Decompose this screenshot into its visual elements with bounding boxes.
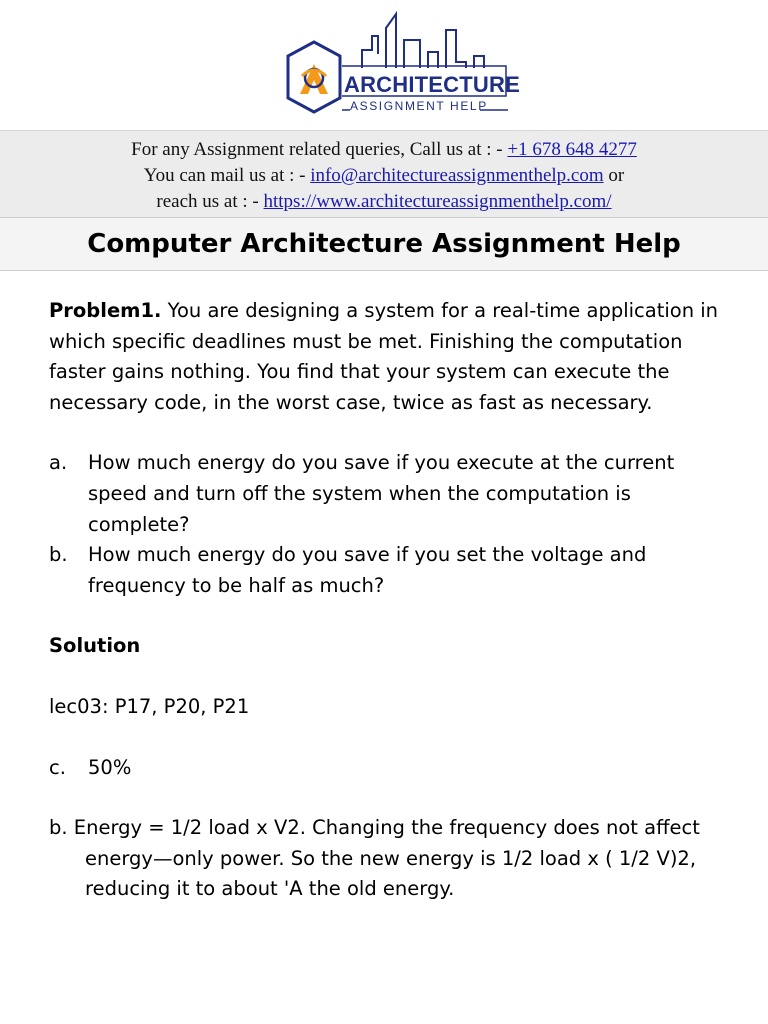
contact-phone-text: For any Assignment related queries, Call us at : - <box>131 139 503 160</box>
page-title: Computer Architecture Assignment Help <box>87 229 681 259</box>
list-item <box>49 753 724 784</box>
answer-marker: c. <box>49 755 66 779</box>
document-body <box>49 296 724 905</box>
brand-logo <box>270 6 520 128</box>
contact-email-suffix: or <box>608 165 625 186</box>
solution-heading: Solution <box>49 634 141 658</box>
question-list <box>49 448 724 601</box>
contact-banner <box>0 130 768 217</box>
question-text: How much energy do you save if you set the voltage and frequency to be half as much? <box>88 543 647 597</box>
contact-line-phone <box>0 137 768 163</box>
answer-c <box>49 753 724 784</box>
problem-label: Problem1. <box>49 299 162 322</box>
contact-line-website <box>0 189 768 215</box>
question-marker: a. <box>49 451 68 475</box>
list-item <box>49 540 724 601</box>
problem-statement <box>49 296 724 418</box>
contact-website-text: reach us at : - <box>156 191 259 212</box>
title-band <box>0 217 768 271</box>
logo-title: ARCHITECTURE <box>344 72 520 97</box>
problem-text: You are designing a system for a real-time application in which specific deadlines must be met. Finishing the computation faster gains nothing. You find that your system can execute the necessary code, in the worst case, twice as fast as necessary. <box>49 299 719 414</box>
question-marker: b. <box>49 543 68 567</box>
solution-reference: lec03: P17, P20, P21 <box>49 694 250 718</box>
list-item <box>49 448 724 540</box>
logo-subtitle: ASSIGNMENT HELP <box>350 99 488 113</box>
question-text: How much energy do you save if you execute at the current speed and turn off the system when the computation is complete? <box>88 451 675 536</box>
website-link[interactable]: https://www.architectureassignmenthelp.com/ <box>263 191 612 212</box>
contact-email-text: You can mail us at : - <box>143 165 306 186</box>
email-link[interactable]: info@architectureassignmenthelp.com <box>310 165 604 186</box>
answer-b: b. Energy = 1/2 load x V2. Changing the frequency does not affect energy—only power. So the new energy is 1/2 load x ( 1/2 V)2, reducing it to about 'A the old energy. <box>49 816 700 901</box>
answer-value: 50% <box>88 755 132 779</box>
contact-line-email <box>0 163 768 189</box>
phone-link[interactable]: +1 678 648 4277 <box>507 139 637 160</box>
